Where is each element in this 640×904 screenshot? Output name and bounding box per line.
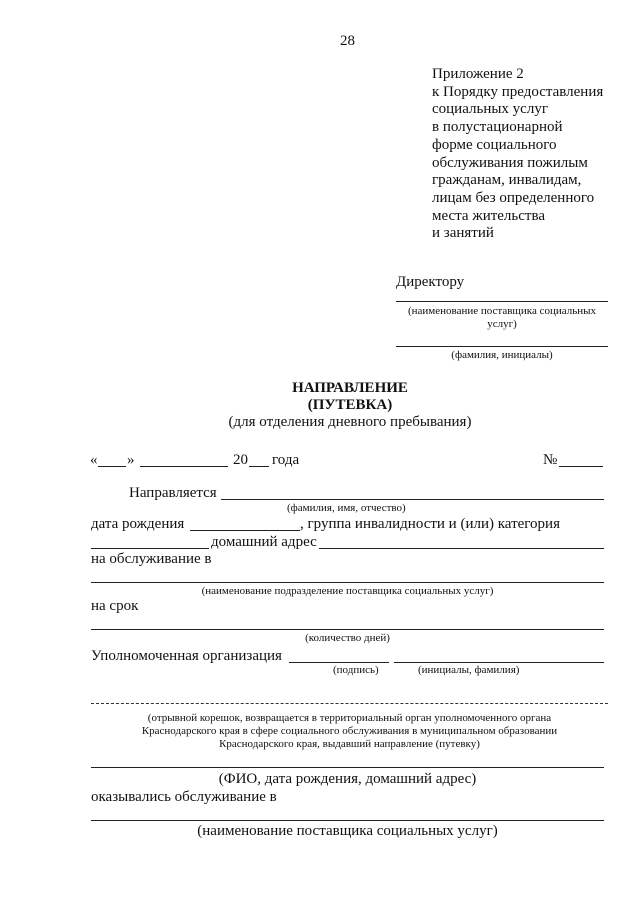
document-title-sub: (ПУТЕВКА) [307, 397, 393, 413]
quote-open: « [90, 452, 98, 468]
signature-caption: (подпись) [333, 664, 379, 676]
year-suffix: года [272, 452, 300, 468]
appendix-line: места жительства [432, 207, 546, 224]
provider-caption-line: услуг) [487, 318, 517, 330]
address-field[interactable] [319, 548, 604, 549]
fio-field[interactable] [221, 499, 604, 500]
provider-caption-line: (наименование поставщика социальных [407, 305, 597, 317]
provider-name-field[interactable] [396, 301, 608, 302]
address-label: домашний адрес [211, 534, 317, 550]
stub-person-field[interactable] [91, 767, 604, 768]
appendix-line: лицам без определенного [432, 189, 595, 206]
page-number: 28 [340, 33, 355, 49]
provider-caption [396, 305, 608, 331]
appendix-line: в полустационарной [432, 119, 563, 136]
initials-field[interactable] [394, 662, 604, 663]
stub-caption-line: (отрывной корешок, возвращается в территориальный орган уполномоченного органа [147, 712, 552, 724]
stub-served-label: оказывались обслуживание в [91, 789, 277, 805]
disability-label: , группа инвалидности и (или) категория [300, 516, 560, 532]
appendix-line: гражданам, инвалидам, [432, 172, 582, 189]
directed-label: Направляется [129, 485, 217, 501]
appendix-line: форме социального [432, 136, 557, 153]
appendix-line: социальных услуг [432, 101, 548, 118]
organization-label: Уполномоченная организация [91, 648, 282, 664]
appendix-line: и занятий [432, 225, 494, 242]
director-name-caption: (фамилия, инициалы) [451, 349, 553, 361]
appendix-block [432, 66, 612, 243]
stub-caption-line: Краснодарского края, выдавший направление (путевку) [219, 738, 480, 750]
birth-label: дата рождения [91, 516, 185, 532]
number-label: № [543, 452, 558, 468]
initials-caption: (инициалы, фамилия) [418, 664, 520, 676]
stub-caption-line: Краснодарского края в сфере социального обслуживания в муниципальном образовании [141, 725, 558, 737]
year-prefix: 20 [233, 452, 248, 468]
stub-provider-field[interactable] [91, 820, 604, 821]
service-label: на обслуживание в [91, 551, 212, 567]
stub-caption [91, 712, 608, 751]
tear-line [91, 703, 608, 704]
stub-provider-caption: (наименование поставщика социальных услуг) [197, 823, 498, 839]
month-field[interactable] [140, 466, 228, 467]
day-field[interactable] [98, 466, 126, 467]
document-title: НАПРАВЛЕНИЕ [292, 380, 408, 396]
appendix-line: Приложение 2 [432, 66, 524, 82]
subdivision-caption: (наименование подразделение поставщика социальных услуг) [201, 585, 494, 597]
term-label: на срок [91, 598, 139, 614]
signature-field[interactable] [289, 662, 389, 663]
director-label: Директору [396, 274, 465, 290]
year-field[interactable] [249, 466, 269, 467]
category-field[interactable] [91, 548, 209, 549]
quote-close: » [127, 452, 135, 468]
appendix-line: обслуживания пожилым [432, 154, 588, 171]
director-name-field[interactable] [396, 346, 608, 347]
number-field[interactable] [559, 466, 603, 467]
stub-person-caption: (ФИО, дата рождения, домашний адрес) [218, 771, 477, 787]
days-caption: (количество дней) [305, 632, 390, 644]
appendix-line: к Порядку предоставления [432, 83, 604, 100]
days-field[interactable] [91, 629, 604, 630]
subdivision-field[interactable] [91, 582, 604, 583]
document-subtitle: (для отделения дневного пребывания) [228, 414, 472, 430]
fio-caption: (фамилия, имя, отчество) [287, 502, 406, 514]
birth-date-field[interactable] [190, 530, 300, 531]
